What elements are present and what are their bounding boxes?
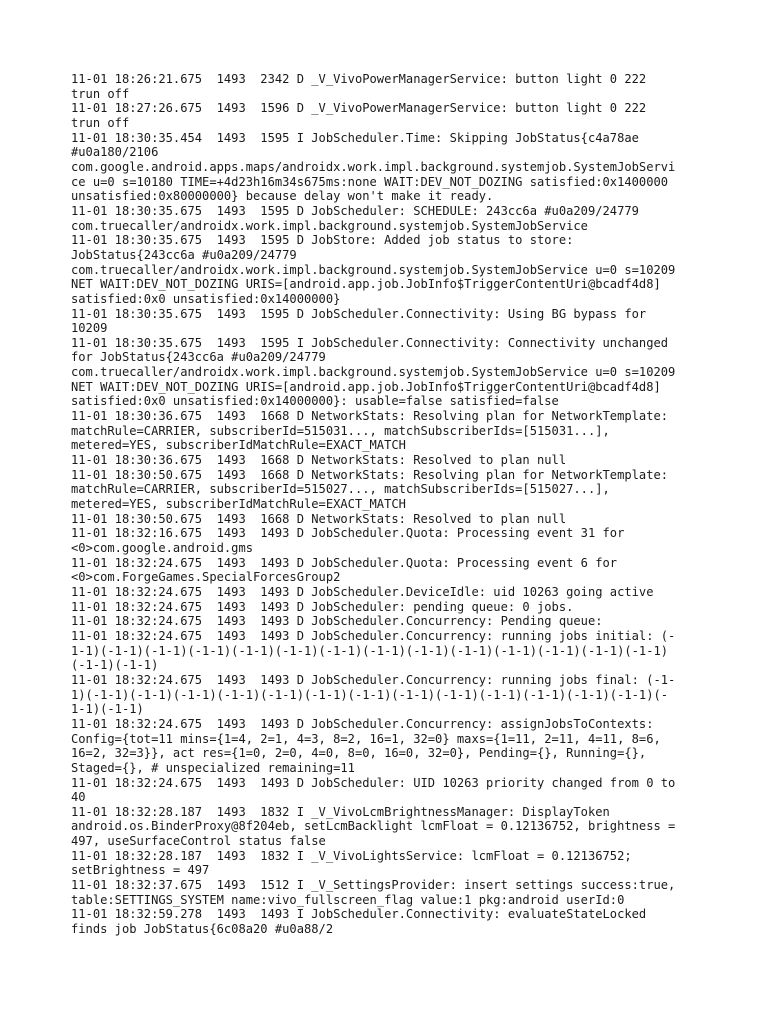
log-line: 497, useSurfaceControl status false (71, 834, 326, 849)
log-line: 11-01 18:32:24.675 1493 1493 D JobScheduler.Concurrency: running jobs initial: (- (71, 628, 676, 643)
log-line: NET WAIT:DEV_NOT_DOZING URIS=[android.app.job.JobInfo$TriggerContentUri@bcadf4d8] (71, 379, 661, 394)
log-line: 11-01 18:32:24.675 1493 1493 D JobScheduler.Quota: Processing event 6 for (71, 555, 618, 570)
log-line: 11-01 18:30:35.675 1493 1595 I JobScheduler.Connectivity: Connectivity unchanged (71, 335, 669, 350)
log-line: NET WAIT:DEV_NOT_DOZING URIS=[android.app.job.JobInfo$TriggerContentUri@bcadf4d8] (71, 277, 661, 292)
log-line: ce u=0 s=10180 TIME=+4d23h16m34s675ms:none WAIT:DEV_NOT_DOZING satisfied:0x1400000 (71, 174, 669, 189)
log-line: 11-01 18:32:59.278 1493 1493 I JobScheduler.Connectivity: evaluateStateLocked (71, 907, 647, 922)
log-line: 11-01 18:32:24.675 1493 1493 D JobScheduler: pending queue: 0 jobs. (71, 599, 574, 614)
log-line: for JobStatus{243cc6a #u0a209/24779 (71, 350, 326, 365)
log-line: 11-01 18:32:37.675 1493 1512 I _V_SettingsProvider: insert settings success:true, (71, 878, 676, 893)
log-line: satisfied:0x0 unsatisfied:0x14000000} (71, 291, 341, 306)
log-line: 1-1)(-1-1) (71, 702, 144, 717)
log-line: 11-01 18:32:16.675 1493 1493 D JobScheduler.Quota: Processing event 31 for (71, 526, 625, 541)
log-line: 11-01 18:26:21.675 1493 2342 D _V_VivoPowerManagerService: button light 0 222 (71, 72, 647, 86)
log-line: finds job JobStatus{6c08a20 #u0a88/2 (71, 922, 334, 937)
log-line: 11-01 18:32:24.675 1493 1493 D JobScheduler.Concurrency: running jobs final: (-1- (71, 672, 676, 687)
log-line: (-1-1)(-1-1) (71, 658, 159, 673)
log-line: 11-01 18:30:35.454 1493 1595 I JobScheduler.Time: Skipping JobStatus{c4a78ae (71, 130, 639, 145)
log-line: 11-01 18:32:28.187 1493 1832 I _V_VivoLightsService: lcmFloat = 0.12136752; (71, 848, 632, 863)
log-line: unsatisfied:0x80000000} because delay won't make it ready. (71, 189, 494, 204)
log-line: 11-01 18:27:26.675 1493 1596 D _V_VivoPowerManagerService: button light 0 222 (71, 101, 647, 116)
log-line: 11-01 18:32:28.187 1493 1832 I _V_VivoLcmBrightnessManager: DisplayToken (71, 804, 610, 819)
log-line: 11-01 18:32:24.675 1493 1493 D JobScheduler.Concurrency: assignJobsToContexts: (71, 716, 654, 731)
log-line: 11-01 18:32:24.675 1493 1493 D JobScheduler.Concurrency: Pending queue: (71, 614, 603, 629)
log-line: Config={tot=11 mins={1=4, 2=1, 4=3, 8=2, 16=1, 32=0} maxs={1=11, 2=11, 4=11, 8=6, (71, 731, 661, 746)
log-line: 40 (71, 790, 86, 805)
log-line: table:SETTINGS_SYSTEM name:vivo_fullscreen_flag value:1 pkg:android userId:0 (71, 892, 625, 907)
log-line: matchRule=CARRIER, subscriberId=515027..., matchSubscriberIds=[515027...], (71, 482, 610, 497)
log-line: metered=YES, subscriberIdMatchRule=EXACT_MATCH (71, 497, 406, 512)
log-line: 11-01 18:30:35.675 1493 1595 D JobScheduler.Connectivity: Using BG bypass for (71, 306, 647, 321)
log-line: <0>com.google.android.gms (71, 541, 254, 555)
log-line: 1-1)(-1-1)(-1-1)(-1-1)(-1-1)(-1-1)(-1-1)(-1-1)(-1-1)(-1-1)(-1-1)(-1-1)(-1-1)(-1-1) (71, 643, 669, 658)
log-line: com.truecaller/androidx.work.impl.background.systemjob.SystemJobService (71, 218, 588, 233)
log-line: 16=2, 32=3}}, act res={1=0, 2=0, 4=0, 8=0, 16=0, 32=0}, Pending={}, Running={}, (71, 746, 647, 761)
log-line: 11-01 18:30:35.675 1493 1595 D JobScheduler: SCHEDULE: 243cc6a #u0a209/24779 (71, 203, 639, 218)
log-line: 11-01 18:32:24.675 1493 1493 D JobScheduler: UID 10263 priority changed from 0 to (71, 775, 676, 790)
log-line: metered=YES, subscriberIdMatchRule=EXACT_MATCH (71, 438, 406, 453)
log-line: 11-01 18:30:36.675 1493 1668 D NetworkStats: Resolved to plan null (71, 453, 567, 468)
log-line: com.google.android.apps.maps/androidx.work.impl.background.systemjob.SystemJobServi (71, 159, 676, 174)
log-line: 11-01 18:30:35.675 1493 1595 D JobStore: Added job status to store: (71, 233, 574, 248)
log-line: 11-01 18:30:50.675 1493 1668 D NetworkStats: Resolved to plan null (71, 511, 567, 526)
log-line: #u0a180/2106 (71, 145, 159, 160)
log-line: trun off (71, 86, 130, 101)
log-line: 11-01 18:32:24.675 1493 1493 D JobScheduler.DeviceIdle: uid 10263 going active (71, 584, 654, 599)
log-line: matchRule=CARRIER, subscriberId=515031..., matchSubscriberIds=[515031...], (71, 423, 610, 438)
log-line: com.truecaller/androidx.work.impl.background.systemjob.SystemJobService u=0 s=10209 (71, 365, 676, 380)
log-line: JobStatus{243cc6a #u0a209/24779 (71, 247, 297, 262)
log-line: 10209 (71, 321, 108, 336)
log-line: 11-01 18:30:50.675 1493 1668 D NetworkStats: Resolving plan for NetworkTemplate: (71, 467, 669, 482)
log-line: Staged={}, # unspecialized remaining=11 (71, 760, 355, 775)
log-line: setBrightness = 497 (71, 863, 210, 878)
log-line: <0>com.ForgeGames.SpecialForcesGroup2 (71, 570, 341, 585)
log-line: 1)(-1-1)(-1-1)(-1-1)(-1-1)(-1-1)(-1-1)(-1-1)(-1-1)(-1-1)(-1-1)(-1-1)(-1-1)(-1-1)(- (71, 687, 669, 702)
log-line: android.os.BinderProxy@8f204eb, setLcmBacklight lcmFloat = 0.12136752, brightness = (71, 819, 676, 834)
log-line: trun off (71, 115, 130, 130)
log-line: 11-01 18:30:36.675 1493 1668 D NetworkStats: Resolving plan for NetworkTemplate: (71, 409, 669, 424)
log-line: satisfied:0x0 unsatisfied:0x14000000}: usable=false satisfied=false (71, 394, 559, 409)
log-line: com.truecaller/androidx.work.impl.background.systemjob.SystemJobService u=0 s=10209 (71, 262, 676, 277)
log-text-block (71, 72, 701, 937)
